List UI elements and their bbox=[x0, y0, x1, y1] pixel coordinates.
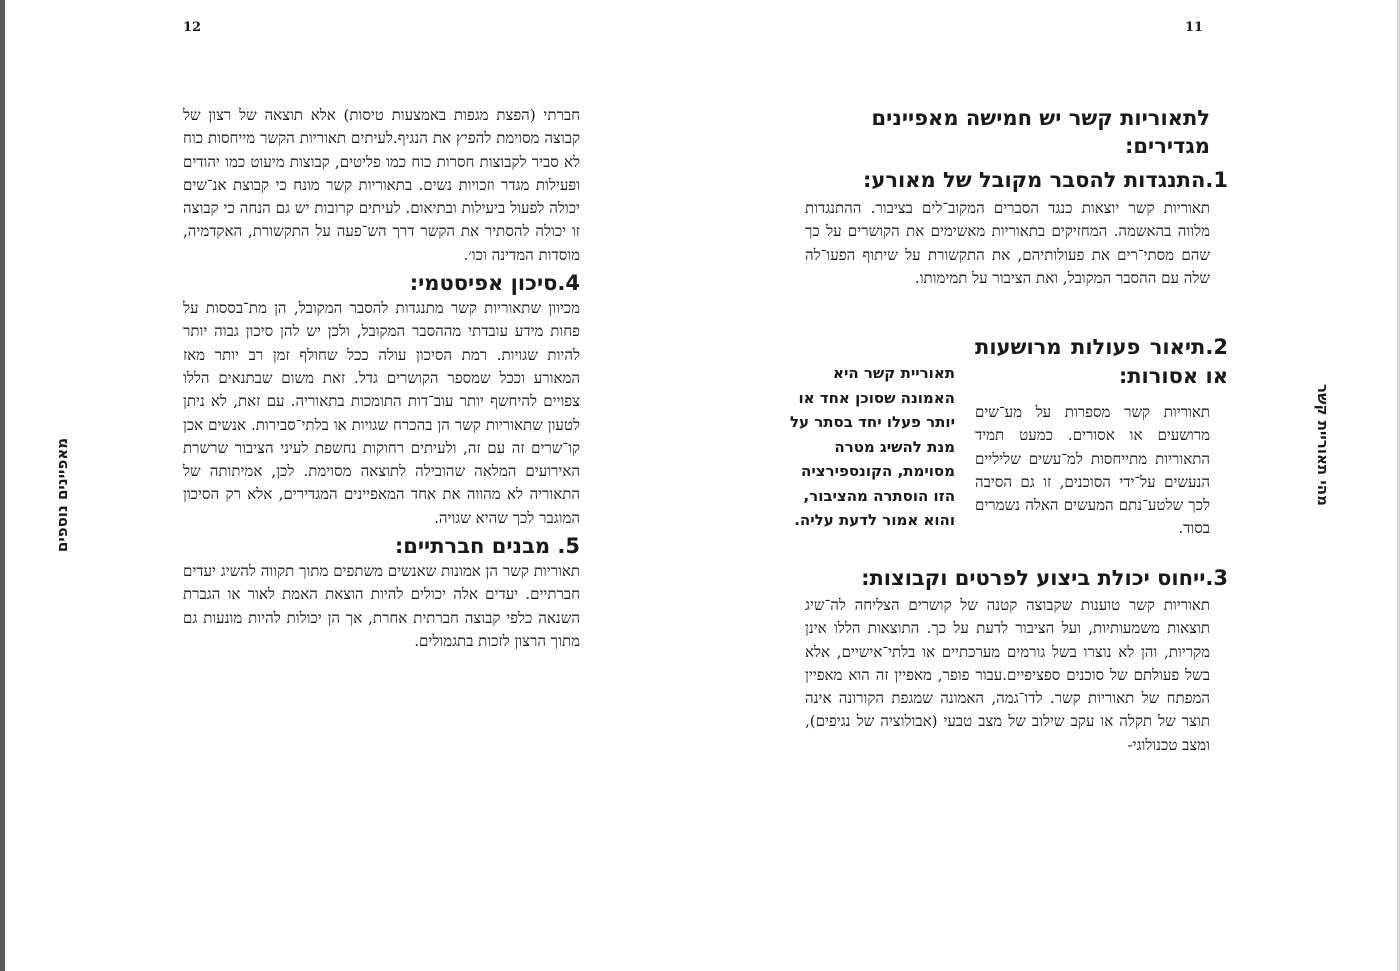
section-4-paragraph: מכיוון שתאוריות קשר מתנגדות להסבר המקובל, הן מת־בססות על פחות מידע עובדתי מההסבר המקובל, ולכן יש להן סיכון גבוה יותר להיות שגויות. רמת הסיכון עולה ככל שחולף זמן רב יותר מאז המאורע וככל שמספר הקושרים גדל. זאת משום שבתנאים הללו צפויים להיחשף יותר עוב־דות התומכות בתאוריה. עם זאת, לא ניתן לטעון שתאוריות קשר הן בהכרח שגויות או בלתי־סבירות. אנשים אכן קו־שרים זה עם זה, ולעיתים רחוקות נחשפת לעיני הציבור שרשרת האירועים המלאה שהובילה לתוצאה מסוימת. לכן, אמיתותה של התאוריה לא מהווה את אחד המאפיינים המגדירים, אלא רק הסיכון המוגבר לכך שהיא שגויה. bbox=[183, 299, 580, 527]
section-3-heading: 3.ייחוס יכולת ביצוע לפרטים וקבוצות: bbox=[861, 566, 1228, 590]
intro-paragraph: חברתי (הפצת מגפות באמצעות טיסות) אלא תוצאה של רצון של קבוצה מסוימת להפיץ את הנגיף.לעיתים תאוריות הקשר מייחסות כוח לא סביר לקבוצות חסרות כוח כמו פליטים, קבוצות מיעוט כמו יהודים ופעילות מגדר וזכויות נשים. בתאוריות קשר מונח כי קבוצת אנ־שים יכולה לפעול ביעילות ובתיאום. לעיתים קרובות יש גם הנחה כי קבוצה זו יכולה להסתיר את הקשר דרך הש־פעה על התקשורת, האקדמיה, מוסדות המדינה וכו׳. bbox=[183, 106, 580, 264]
section-1-paragraph: תאוריות קשר יוצאות כנגד הסברים המקוב־לים בציבור. ההתנגדות מלווה בהאשמה. המחזיקים בתאוריות מאשימים את הקושרים על כך שהם מסתי־רים את פעולותיהם, את התקשורת על שיתוף הפעו־לה שלה עם ההסבר המקובל, ואת הציבור על תמימותו. bbox=[805, 199, 1210, 287]
page-number-right: 11 bbox=[1185, 20, 1204, 35]
section-3-paragraph: תאוריות קשר טוענות שקבוצה קטנה של קושרים הצליחה לה־שיג תוצאות משמעותיות, ועל הציבור לדעת על כך. התוצאות הללו אינן מקריות, והן לא נוצרו בשל גורמים מערכתיים או בלתי־אישיים, אלא בשל פעולתם של סוכנים ספציפיים.עבור פופר, מאפיין זה הוא מאפיין המפתח של תאוריות קשר. לדו־גמה, האמונה שמגפת הקורונה אינה תוצר של תקלה או עקב שילוב של מצב טבעי (אבולוציה של נגיפים), ומצב טכנולוגי- bbox=[805, 596, 1210, 754]
section-5-paragraph: תאוריות קשר הן אמונות שאנשים משתפים מתוך תקווה להשיג יעדים חברתיים. יעדים אלה יכולים להיות הוצאת האמת לאור או הגברת השנאה כלפי קבוצה חברתית אחרת, אך הן יכולות להיות מונעות גם מתוך הרצון לזכות בתגמולים. bbox=[183, 562, 580, 650]
page-number-left: 12 bbox=[183, 20, 202, 35]
pull-quote: תאוריית קשר היא האמונה שסוכן אחד או יותר פעלו יחד בסתר על מנת להשיג מטרה מסוימת, הקונספירציה הזו הוסתרה מהציבור, והוא אמור לדעת עליה. bbox=[789, 364, 955, 529]
section-1-heading: 1.התנגדות להסבר מקובל של מאורע: bbox=[862, 168, 1228, 192]
section-2-block bbox=[975, 333, 1228, 541]
section-5-heading: 5. מבנים חברתיים: bbox=[394, 534, 580, 559]
window-frame-left bbox=[0, 0, 5, 971]
running-head-right: מהי תאוריית קשר bbox=[1314, 384, 1332, 506]
left-page-column bbox=[183, 104, 580, 653]
main-heading: לתאוריות קשר יש חמישה מאפיינים מגדירים: bbox=[871, 106, 1210, 158]
section-2-paragraph: תאוריות קשר מספרות על מע־שים מרושעים או אסורים. כמעט תמיד התאוריות מתייחסות למ־עשים שליליים הנעשים על־ידי הסוכנים, זו גם הסיבה לכך שלטע־נתם המעשים האלה נשמרים בסוד. bbox=[975, 403, 1210, 538]
section-4-heading: 4.סיכון אפיסטמי: bbox=[409, 271, 580, 296]
section-2-heading: 2.תיאור פעולות מרושעות או אסורות: bbox=[975, 335, 1228, 388]
running-head-left: מאפיינים נוספים bbox=[53, 437, 71, 553]
section-3-block bbox=[805, 564, 1228, 757]
section-1-block bbox=[805, 166, 1228, 290]
